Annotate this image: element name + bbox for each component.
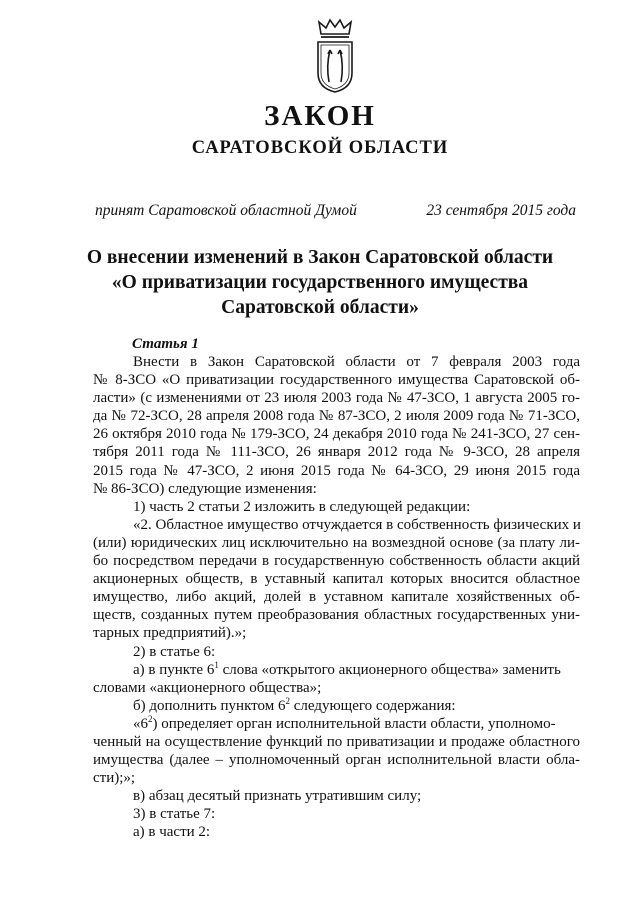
text-line: имущество, либо акций, долей в уставном капитале хозяйственных об- xyxy=(93,589,580,606)
text-fragment: следующего содержания: xyxy=(289,697,456,714)
text-line: 1) часть 2 статьи 2 изложить в следующей редакции: xyxy=(133,498,471,515)
heading-line: «О приватизации государственного имущества xyxy=(111,272,529,293)
coat-of-arms-emblem xyxy=(313,18,357,94)
adopted-date: 23 сентября 2015 года xyxy=(426,202,576,219)
article-label: Статья 1 xyxy=(132,336,199,352)
text-line: ченный на осуществление функций по приватизации и продаже областного xyxy=(93,733,580,750)
text-fragment: б) дополнить пунктом 6 xyxy=(133,697,286,714)
document-heading xyxy=(70,245,570,320)
text-line xyxy=(93,697,580,715)
article-body xyxy=(93,353,580,842)
text-line: тарных предприятий).»; xyxy=(93,625,247,642)
text-line: ществ, созданных путем преобразования областных государственных уни- xyxy=(93,607,580,624)
text-line: 3) в статье 7: xyxy=(133,806,216,823)
superscript: 1 xyxy=(214,659,219,670)
text-line: имущества (далее – уполномоченный орган исполнительной власти обла- xyxy=(93,752,580,769)
text-line: 2015 года № 47-ЗСО, 2 июня 2015 года № 64-ЗСО, 29 июня 2015 года xyxy=(93,462,580,479)
text-line xyxy=(93,661,580,679)
text-line: Внести в Закон Саратовской области от 7 февраля 2003 года xyxy=(133,354,580,370)
text-line: сти);»; xyxy=(93,770,136,787)
superscript: 2 xyxy=(148,713,153,724)
text-line: а) в части 2: xyxy=(133,824,211,841)
text-fragment: «6 xyxy=(133,715,148,732)
heading-line: Саратовской области» xyxy=(221,297,419,318)
text-line: тября 2011 года № 111-ЗСО, 26 января 2012 года № 9-ЗСО, 28 апреля xyxy=(93,444,580,461)
text-line: «2. Областное имущество отчуждается в собственность физических и xyxy=(133,516,581,533)
text-line: (или) юридических лиц исключительно на возмездной основе (за плату ли- xyxy=(93,534,580,551)
text-line xyxy=(93,715,580,733)
text-line: бо посредством передачи в государственную собственность области акций xyxy=(93,553,580,570)
law-title: ЗАКОН xyxy=(264,100,376,132)
text-line: словами «акционерного общества»; xyxy=(93,679,322,696)
text-fragment: а) в пункте 6 xyxy=(133,661,215,678)
text-line: 2) в статье 6: xyxy=(133,643,216,660)
text-line: № 8-ЗСО «О приватизации государственного имущества Саратовской об- xyxy=(93,372,580,389)
superscript: 2 xyxy=(285,695,290,706)
text-fragment: ) определяет орган исполнительной власти области, уполномо- xyxy=(152,715,556,732)
text-line: 26 октября 2010 года № 179-ЗСО, 24 декабря 2010 года № 241-ЗСО, 27 сен- xyxy=(93,426,580,443)
text-line: в) абзац десятый признать утратившим силу; xyxy=(133,788,422,805)
text-line: акционерных обществ, в уставный капитал которых вносится областное xyxy=(93,571,580,588)
adopted-by: принят Саратовской областной Думой xyxy=(95,202,357,219)
text-line: да № 72-ЗСО, 28 апреля 2008 года № 87-ЗСО, 2 июля 2009 года № 71-ЗСО, xyxy=(93,408,580,425)
text-line: ласти» (с изменениями от 23 июля 2003 года № 47-ЗСО, 1 августа 2005 го- xyxy=(93,390,580,407)
heading-line: О внесении изменений в Закон Саратовской области xyxy=(86,247,554,268)
region-name: САРАТОВСКОЙ ОБЛАСТИ xyxy=(191,138,449,158)
text-fragment: слова «открытого акционерного общества» заменить xyxy=(218,661,561,678)
text-line: № 86-ЗСО) следующие изменения: xyxy=(93,480,317,497)
